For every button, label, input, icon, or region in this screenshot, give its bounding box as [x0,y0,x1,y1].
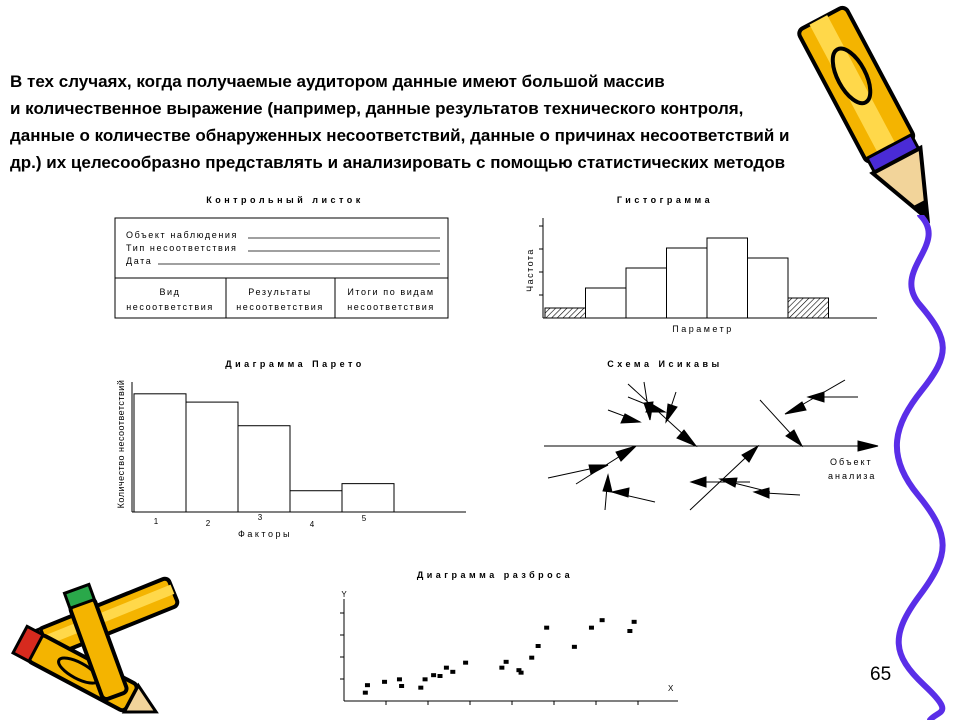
pareto-x-tick-label: 2 [205,519,211,528]
scatter-ylabel: Y [341,590,347,599]
scatter-point [418,686,423,690]
checklist-col-1-line-2: несоответствия [126,302,214,312]
scatter-xlabel: X [668,684,674,693]
page-number: 65 [870,664,892,685]
ishikawa-arrows [544,380,878,510]
scatter-point [504,660,509,664]
intro-line-1: В тех случаях, когда получаемые аудитором данные имеют большой массив [10,72,665,91]
scatter-point [519,671,524,675]
pareto-x-tick-label: 5 [361,514,367,523]
pareto-x-tick-label: 1 [153,517,159,526]
pareto-bar [238,426,290,512]
intro-line-3: данные о количестве обнаруженных несоответствий, данные о причинах несоответствий и [10,126,790,145]
histogram-bar [667,248,708,318]
histogram-xlabel: Параметр [672,324,734,334]
scatter-point [444,666,449,670]
pencils-bottom-left-icon [0,575,200,720]
scatter-point [363,691,368,695]
scatter-title: Диаграмма разброса [416,570,574,580]
ishikawa-object-line-2: анализа [828,471,877,481]
checklist-field-2: Тип несоответствия [126,243,238,253]
scatter-point [450,670,455,674]
checklist-field-3: Дата [126,256,153,266]
pareto-xlabel: Факторы [238,529,292,539]
checklist-field-1: Объект наблюдения [126,230,239,240]
scatter-point [399,684,404,688]
scatter-point [431,673,436,677]
scatter-point [499,666,504,670]
histogram-figure [515,190,885,340]
histogram-bar [545,308,586,318]
scatter-point [529,656,534,660]
ishikawa-title: Схема Исикавы [607,359,723,369]
intro-paragraph [10,68,900,176]
pareto-bar [290,491,342,512]
scatter-point [627,629,632,633]
ishikawa-object-line-1: Объект [830,457,873,467]
histogram-bar [707,238,748,318]
intro-line-4: др.) их целесообразно представлять и анализировать с помощью статистических методов [10,153,786,172]
histogram-title: Гистограмма [616,195,714,205]
pareto-figure [110,352,475,547]
pareto-bar [134,394,186,512]
scatter-point [600,618,605,622]
histogram-bar [626,268,667,318]
wavy-line-right [880,215,960,720]
checklist-col-2-line-2: несоответствия [236,302,324,312]
pareto-x-tick-label: 4 [309,520,315,529]
pareto-bar [186,402,238,512]
histogram-bar [788,298,829,318]
checklist-title: Контрольный листок [206,195,364,205]
scatter-point [544,626,549,630]
scatter-point [463,661,468,665]
histogram-bar [586,288,627,318]
scatter-point [536,644,541,648]
scatter-point [365,683,370,687]
ishikawa-figure [540,352,885,517]
scatter-point [423,677,428,681]
pareto-title: Диаграмма Парето [225,359,365,369]
checklist-figure [110,190,455,325]
checklist-col-2-line-1: Результаты [248,287,312,297]
pareto-x-tick-label: 3 [257,513,263,522]
pareto-ylabel: Количество несоответствий [116,379,126,509]
scatter-point [589,626,594,630]
checklist-col-3-line-2: несоответствия [347,302,435,312]
intro-line-2: и количественное выражение (например, данные результатов технического контроля, [10,99,744,118]
scatter-point [572,645,577,649]
scatter-point [382,680,387,684]
histogram-ylabel: Частота [525,248,535,292]
scatter-point [632,620,637,624]
pareto-bar [342,484,394,512]
checklist-col-1-line-1: Вид [159,287,181,297]
scatter-figure [330,565,690,720]
scatter-point [438,674,443,678]
checklist-col-3-line-1: Итоги по видам [347,287,435,297]
scatter-point [397,677,402,681]
histogram-bar [748,258,789,318]
